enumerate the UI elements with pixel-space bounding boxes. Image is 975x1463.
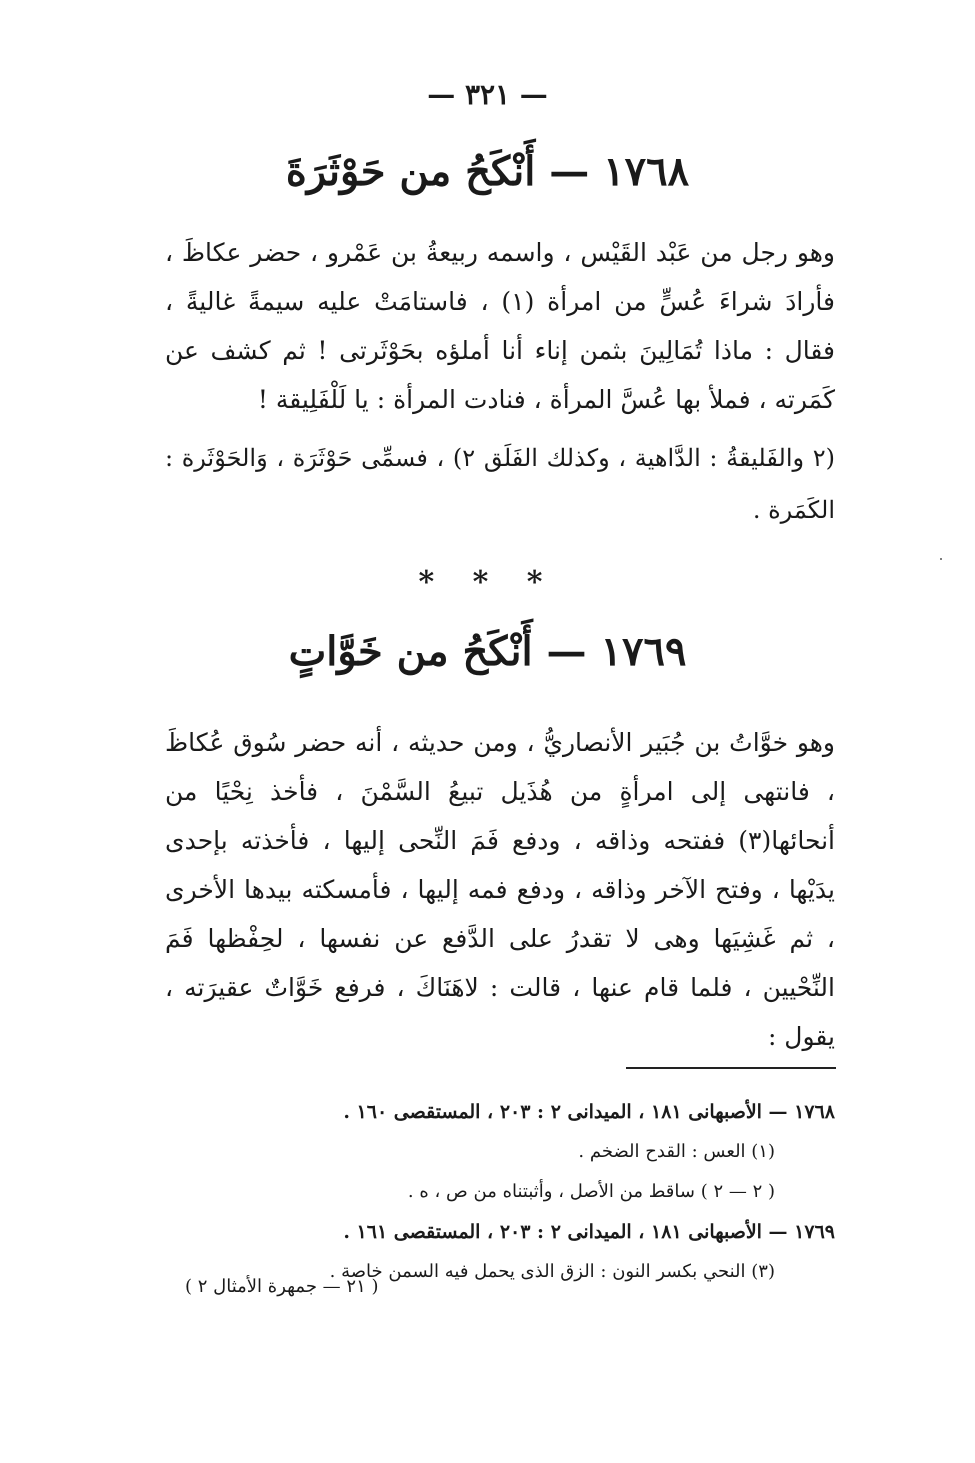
footnote-3: (٣) النحي بكسر النون : الزق الذى يحمل فيه السمن خاصة . bbox=[329, 1261, 775, 1282]
footnote-divider bbox=[626, 1067, 836, 1069]
page-number: — ٣٢١ — bbox=[427, 78, 548, 111]
entry-inline-note: (٢ والفَليقةُ : الدَّاهية ، وكذلك الفَلَق ٢) ، فسمِّى حَوْثَرَة ، وَالحَوْثَرة : الكَمَرة . bbox=[165, 444, 835, 524]
section-separator: * * * bbox=[418, 565, 557, 600]
footnote-source-1769: ١٧٦٩ — الأصبهانى ١٨١ ، الميدانى ٢ : ٢٠٣ ، المستقصى ١٦١ . bbox=[343, 1221, 835, 1243]
footnote-2: ( ٢ — ٢ ) ساقط من الأصل ، وأثبتناه من ص ، ه . bbox=[407, 1181, 775, 1202]
footnote-1: (١) العس : القدح الضخم . bbox=[578, 1141, 775, 1162]
entry-heading-1768: ١٧٦٨ — أَنْكَحُ من حَوْثَرَةَ bbox=[285, 148, 690, 195]
entry-body-1768 bbox=[165, 228, 835, 536]
entry-paragraph: وهو خوَّاتُ بن جُبَير الأنصاريُّ ، ومن حديثه ، أنه حضر سُوق عُكاظَ ، فانتهى إلى امرأةٍ من هُذَيل تبيعُ السَّمْنَ ، فأخذ نِحْيًا من أنحائها(٣) ففتحه وذاقه ، ودفع فَمَ النِّحى إليها ، فأخذته بإحدى يدَيْها ، وفتح الآخر وذاقه ، ودفع فمه إليها ، فأمسكته بيدها الأخرى ، ثم غَشِيَها وهى لا تقدرُ على الدَّفع عن نفسها ، لحِفْظها فَمَ النِّحْيين ، فلما قام عنها ، قالت : لاهَنَاكَ ، فرفع خَوَّاتٌ عقيرَته ، يقول : bbox=[165, 728, 835, 1051]
entry-paragraph: وهو رجل من عَبْد القَيْس ، واسمه ربيعةُ بن عَمْرو ، حضر عكاظَ ، فأرادَ شراءَ عُسٍّ من امرأة (١) ، فاستامَتْ عليه سيمةً غاليةً ، فقال : ماذا تُمَالِينَ بثمن إناء أنا أملؤه بحَوْثَرتى ! ثم كشف عن كَمَرته ، فملأ بها عُسَّ المرأة ، فنادت المرأة : يا لَلْفَلِيقة ! bbox=[165, 238, 835, 414]
entry-heading-1769: ١٧٦٩ — أَنْكَحُ من خَوَّاتٍ bbox=[288, 628, 687, 675]
scan-speck bbox=[940, 558, 942, 560]
printer-signature: ( ٢١ — جمهرة الأمثال ٢ ) bbox=[185, 1276, 379, 1297]
footnotes bbox=[175, 1092, 835, 1292]
entry-body-1769 bbox=[165, 718, 835, 1061]
footnote-source-1768: ١٧٦٨ — الأصبهانى ١٨١ ، الميدانى ٢ : ٢٠٣ ، المستقصى ١٦٠ . bbox=[343, 1101, 835, 1123]
